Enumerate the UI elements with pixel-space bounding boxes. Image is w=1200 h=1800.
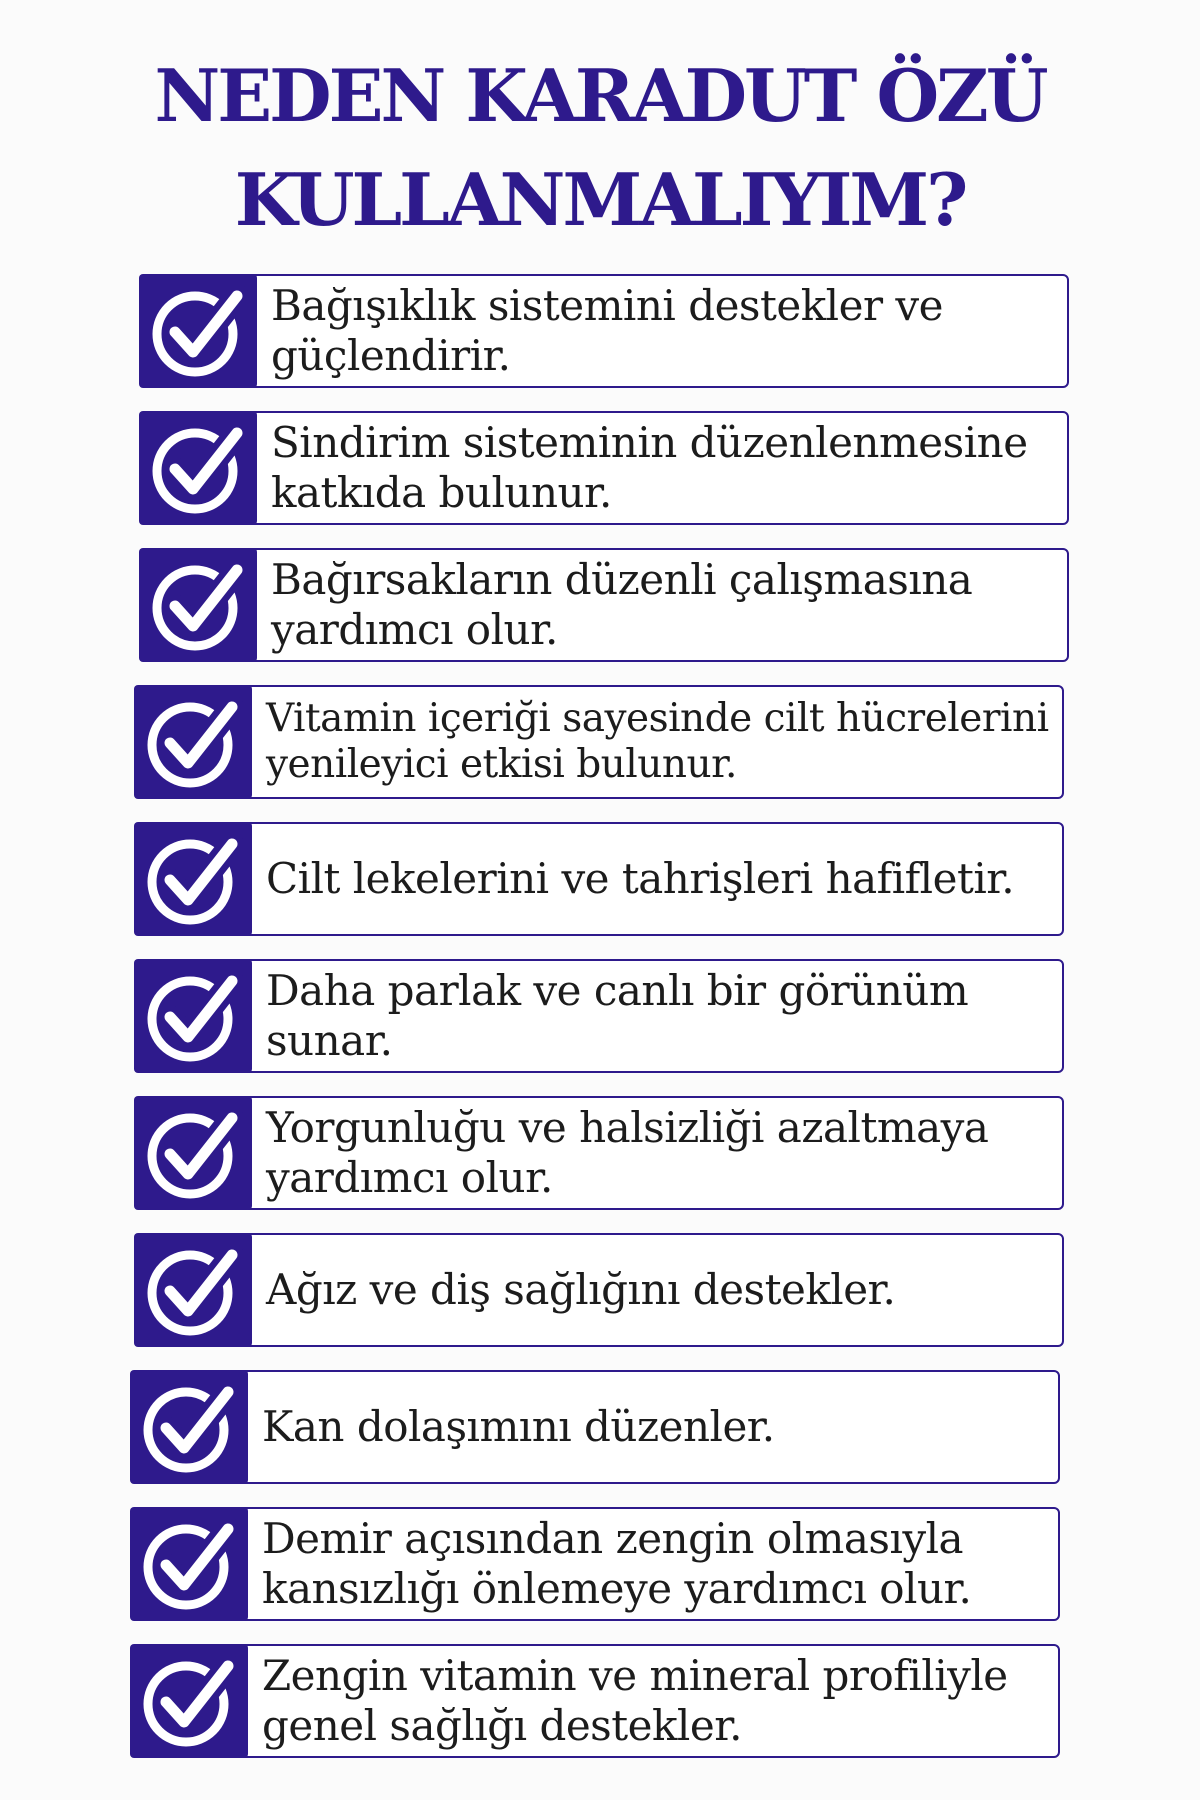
item-label: Kan dolaşımını düzenler. [262, 1402, 775, 1451]
item-label: Demir açısından zengin olmasıyla kansızlığı önlemeye yardımcı olur. [262, 1514, 972, 1613]
item-label: Cilt lekelerini ve tahrişleri hafifletir. [266, 854, 1015, 903]
check-circle-icon [139, 411, 257, 525]
item-label: Ağız ve diş sağlığını destekler. [266, 1265, 896, 1314]
check-circle-icon [130, 1644, 248, 1758]
title-line-2: KULLANMALIYIM? [234, 157, 966, 242]
check-circle-icon [134, 685, 252, 799]
check-circle-icon [130, 1370, 248, 1484]
item-label: Bağışıklık sistemini destekler ve güçlendirir. [271, 281, 943, 380]
check-circle-icon [134, 959, 252, 1073]
list-item [130, 1644, 1060, 1758]
item-label: Zengin vitamin ve mineral profiliyle genel sağlığı destekler. [262, 1651, 1008, 1750]
list-item [134, 1233, 1064, 1347]
item-label: Vitamin içeriği sayesinde cilt hücrelerini yenileyici etkisi bulunur. [266, 696, 1049, 787]
list-item [139, 548, 1069, 662]
list-item [139, 411, 1069, 525]
check-circle-icon [134, 1096, 252, 1210]
list-item [139, 274, 1069, 388]
list-item [134, 959, 1064, 1073]
check-circle-icon [134, 1233, 252, 1347]
list-item [134, 685, 1064, 799]
item-label: Daha parlak ve canlı bir görünüm sunar. [266, 966, 969, 1065]
item-label: Yorgunluğu ve halsizliği azaltmaya yardımcı olur. [266, 1103, 989, 1202]
item-label: Bağırsakların düzenli çalışmasına yardımcı olur. [271, 555, 973, 654]
title-line-1: NEDEN KARADUT ÖZÜ [154, 53, 1046, 138]
list-item [134, 1096, 1064, 1210]
list-item [130, 1507, 1060, 1621]
check-circle-icon [139, 274, 257, 388]
list-item [134, 822, 1064, 936]
check-circle-icon [139, 548, 257, 662]
item-label: Sindirim sisteminin düzenlenmesine katkıda bulunur. [271, 418, 1028, 517]
check-circle-icon [134, 822, 252, 936]
check-circle-icon [130, 1507, 248, 1621]
list-item [130, 1370, 1060, 1484]
